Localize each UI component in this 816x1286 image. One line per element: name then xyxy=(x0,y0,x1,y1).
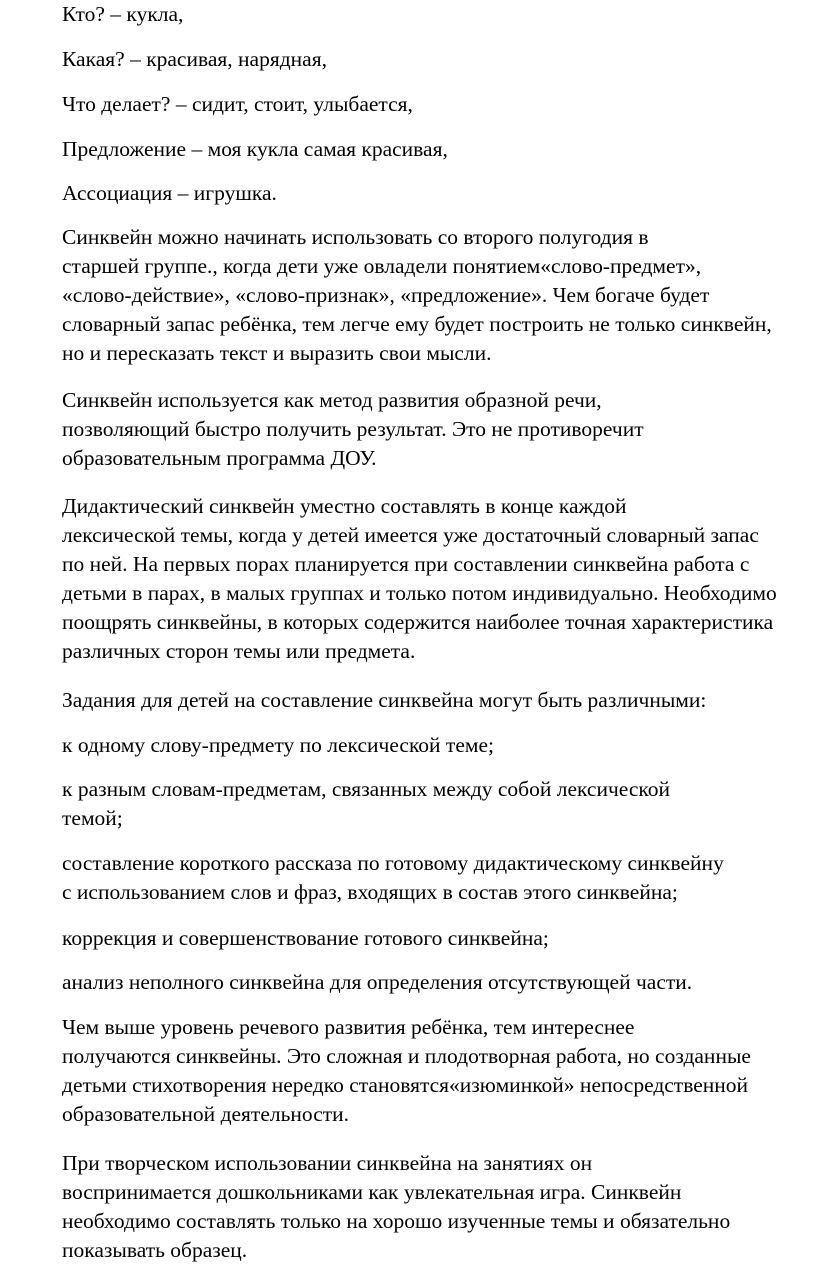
text-line: различных сторон темы или предмета. xyxy=(62,639,416,663)
paragraph-speech-level xyxy=(3,1013,816,1129)
text-line: При творческом использовании синквейна на занятиях он xyxy=(62,1151,593,1175)
text-line: анализ неполного синквейна для определения отсутствующей части. xyxy=(62,970,693,994)
paragraph-who xyxy=(3,0,816,29)
text-line: к разным словам-предметам, связанных между собой лексической xyxy=(62,777,671,801)
text-line: детьми в парах, в малых группах и только потом индивидуально. Необходимо xyxy=(62,581,777,605)
text-line: к одному слову-предмету по лексической теме; xyxy=(62,733,494,757)
text-line: лексической темы, когда у детей имеется уже достаточный словарный запас xyxy=(62,523,759,547)
paragraph-task-correction xyxy=(3,924,816,953)
text-line: Что делает? – сидит, стоит, улыбается, xyxy=(62,92,413,116)
paragraph-start-using xyxy=(3,223,816,368)
text-line: показывать образец. xyxy=(62,1238,248,1262)
paragraph-method xyxy=(3,386,816,473)
text-line: старшей группе., когда дети уже овладели понятием«слово-предмет», xyxy=(62,254,702,278)
paragraph-association xyxy=(3,179,816,208)
paragraph-task-analysis xyxy=(3,968,816,997)
text-line: образовательным программа ДОУ. xyxy=(62,446,377,470)
text-line: составление короткого рассказа по готовому дидактическому синквейну xyxy=(62,851,724,875)
paragraph-task-one-word xyxy=(3,731,816,760)
text-line: образовательной деятельности. xyxy=(62,1102,350,1126)
text-line: с использованием слов и фраз, входящих в состав этого синквейна; xyxy=(62,880,678,904)
paragraph-creative-use xyxy=(3,1149,816,1265)
text-line: по ней. На первых порах планируется при составлении синквейна работа с xyxy=(62,552,750,576)
text-line: детьми стихотворения нередко становятся«изюминкой» непосредственной xyxy=(62,1073,749,1097)
text-line: необходимо составлять только на хорошо изученные темы и обязательно xyxy=(62,1209,731,1233)
text-line: Дидактический синквейн уместно составлять в конце каждой xyxy=(62,494,627,518)
text-line: Какая? – красивая, нарядная, xyxy=(62,47,327,71)
text-line: поощрять синквейны, в которых содержится наиболее точная характеристика xyxy=(62,610,774,634)
text-line: получаются синквейны. Это сложная и плодотворная работа, но созданные xyxy=(62,1044,751,1068)
text-line: Синквейн используется как метод развития образной речи, xyxy=(62,388,602,412)
text-line: Чем выше уровень речевого развития ребёнка, тем интереснее xyxy=(62,1015,635,1039)
text-line: темой; xyxy=(62,806,123,830)
text-line: но и пересказать текст и выразить свои мысли. xyxy=(62,341,492,365)
paragraph-tasks xyxy=(3,686,816,715)
paragraph-which xyxy=(3,45,816,74)
paragraph-didactic xyxy=(3,492,816,666)
text-line: Кто? – кукла, xyxy=(62,2,184,26)
text-line: Ассоциация – игрушка. xyxy=(62,181,277,205)
text-line: Синквейн можно начинать использовать со второго полугодия в xyxy=(62,225,649,249)
text-line: позволяющий быстро получить результат. Это не противоречит xyxy=(62,417,644,441)
paragraph-task-different-words xyxy=(3,775,816,833)
text-line: Задания для детей на составление синквейна могут быть различными: xyxy=(62,688,707,712)
text-line: «слово-действие», «слово-признак», «предложение». Чем богаче будет xyxy=(62,283,710,307)
paragraph-what-does xyxy=(3,90,816,119)
paragraph-sentence xyxy=(3,135,816,164)
text-line: словарный запас ребёнка, тем легче ему будет построить не только синквейн, xyxy=(62,312,772,336)
text-line: коррекция и совершенствование готового синквейна; xyxy=(62,926,549,950)
text-line: воспринимается дошкольниками как увлекательная игра. Синквейн xyxy=(62,1180,682,1204)
text-line: Предложение – моя кукла самая красивая, xyxy=(62,137,448,161)
paragraph-task-story xyxy=(3,849,816,907)
